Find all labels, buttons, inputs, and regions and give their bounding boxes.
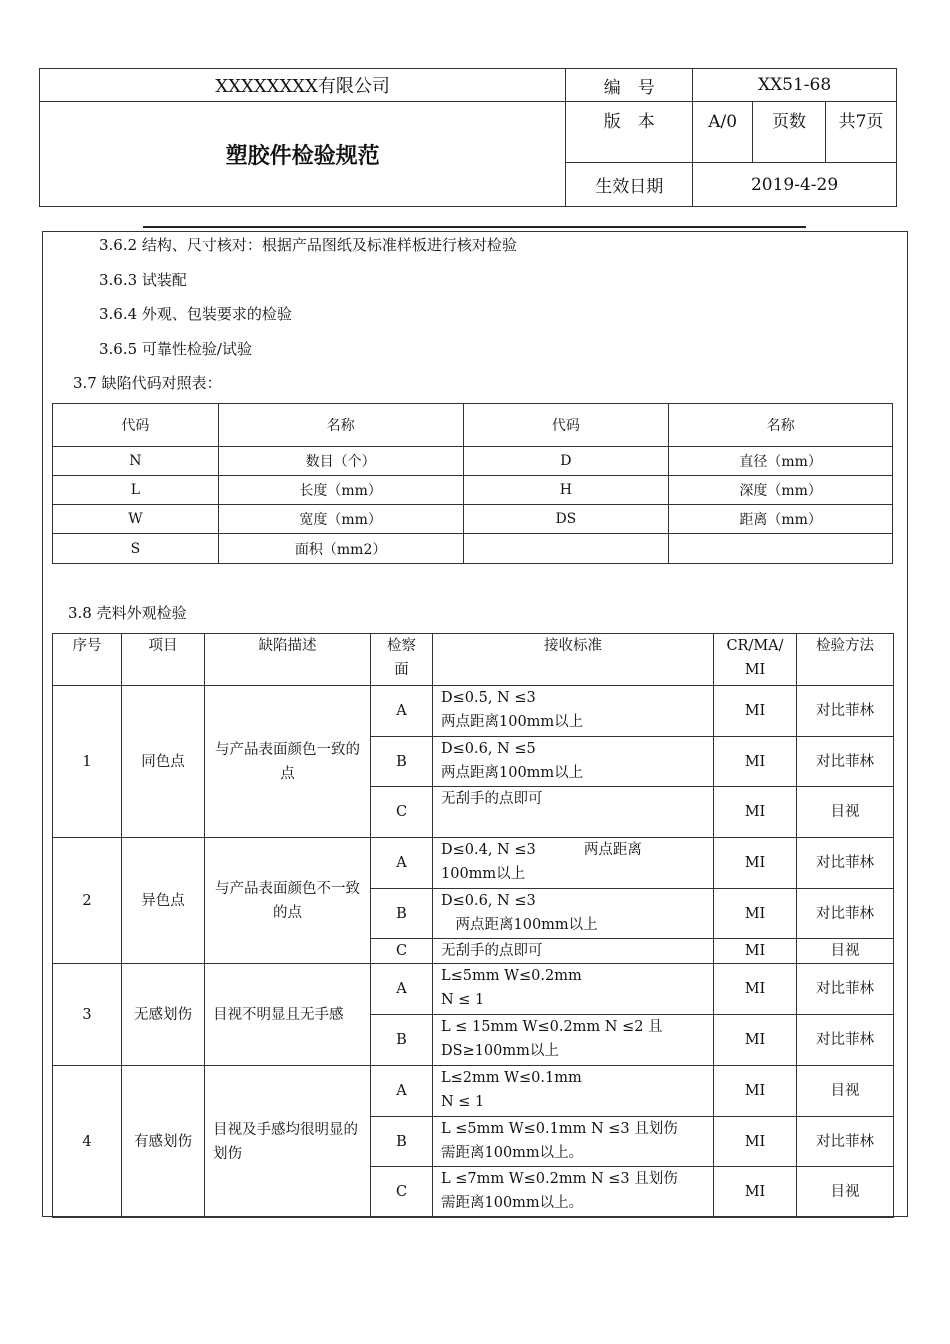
method-cell: 对比菲林 xyxy=(797,686,894,737)
code-cell: D xyxy=(463,447,669,476)
face-cell: A xyxy=(371,838,433,889)
method-cell: 目视 xyxy=(797,787,894,838)
level-cell: MI xyxy=(714,1117,797,1167)
code-cell: S xyxy=(53,534,219,564)
name-cell: 长度（mm） xyxy=(218,476,463,505)
name-cell: 距离（mm） xyxy=(669,505,893,534)
group-item: 异色点 xyxy=(122,838,205,964)
standard-line: D≤0.4, N ≤3 两点距离 xyxy=(441,842,642,858)
table-row xyxy=(53,964,894,1015)
standard-cell xyxy=(433,939,714,964)
level-cell: MI xyxy=(714,1015,797,1066)
name-cell: 直径（mm） xyxy=(669,447,893,476)
level-cell: MI xyxy=(714,737,797,787)
section-3-7: 3.7 缺陷代码对照表： xyxy=(73,374,222,392)
code-cell: DS xyxy=(463,505,669,534)
level-cell: MI xyxy=(714,964,797,1015)
code-cell: W xyxy=(53,505,219,534)
method-cell: 对比菲林 xyxy=(797,1015,894,1066)
name-cell xyxy=(669,534,893,564)
effective-date-label: 生效日期 xyxy=(566,163,693,207)
standard-line: 100mm以上 xyxy=(441,866,526,882)
standard-line: N ≤ 1 xyxy=(441,992,485,1008)
standard-cell xyxy=(433,787,714,838)
standard-line: L ≤5mm W≤0.1mm N ≤3 且划伤 xyxy=(441,1121,678,1137)
group-item: 有感划伤 xyxy=(122,1066,205,1218)
face-cell: C xyxy=(371,1167,433,1218)
standard-line: 需距离100mm以上。 xyxy=(441,1195,584,1211)
standard-cell xyxy=(433,964,714,1015)
group-no: 4 xyxy=(53,1066,122,1218)
header-item: 项目 xyxy=(122,634,205,686)
table-row xyxy=(53,686,894,737)
name-cell: 面积（mm2） xyxy=(218,534,463,564)
company-name: XXXXXXXX有限公司 xyxy=(40,69,566,102)
group-item: 同色点 xyxy=(122,686,205,838)
group-desc: 目视及手感均很明显的划伤 xyxy=(205,1066,371,1218)
header-face: 检察面 xyxy=(371,634,433,686)
table-row xyxy=(53,838,894,889)
appearance-inspection-table xyxy=(52,633,894,1218)
group-desc: 与产品表面颜色不一致的点 xyxy=(205,838,371,964)
standard-line: D≤0.6, N ≤5 xyxy=(441,741,536,757)
standard-cell xyxy=(433,1015,714,1066)
doc-no: XX51-68 xyxy=(693,69,897,102)
method-cell: 目视 xyxy=(797,1066,894,1117)
standard-cell xyxy=(433,1117,714,1167)
face-cell: C xyxy=(371,787,433,838)
standard-line: 无刮手的点即可 xyxy=(441,791,543,807)
header-method: 检验方法 xyxy=(797,634,894,686)
face-cell: B xyxy=(371,737,433,787)
document-header xyxy=(39,68,897,207)
group-no: 1 xyxy=(53,686,122,838)
group-desc: 与产品表面颜色一致的点 xyxy=(205,686,371,838)
standard-cell xyxy=(433,686,714,737)
header-no: 序号 xyxy=(53,634,122,686)
code-cell: N xyxy=(53,447,219,476)
standard-line: L ≤7mm W≤0.2mm N ≤3 且划伤 xyxy=(441,1171,678,1187)
section-3-8: 3.8 壳料外观检验 xyxy=(68,604,187,622)
name-cell: 数目（个） xyxy=(218,447,463,476)
pages-label: 页数 xyxy=(753,102,826,163)
section-3-6-2: 3.6.2 结构、尺寸核对：根据产品图纸及标准样板进行核对检验 xyxy=(99,236,517,254)
standard-line: 两点距离100mm以上 xyxy=(441,714,584,730)
level-cell: MI xyxy=(714,787,797,838)
group-item: 无感划伤 xyxy=(122,964,205,1066)
table-row xyxy=(53,534,893,564)
doc-no-label: 编 号 xyxy=(566,69,693,102)
method-cell: 目视 xyxy=(797,1167,894,1218)
group-no: 3 xyxy=(53,964,122,1066)
name-header-2: 名称 xyxy=(669,404,893,447)
method-cell: 目视 xyxy=(797,939,894,964)
table-row xyxy=(53,1066,894,1117)
method-cell: 对比菲林 xyxy=(797,1117,894,1167)
standard-line: 两点距离100mm以上 xyxy=(441,917,598,933)
pages-value: 共7页 xyxy=(826,102,897,163)
standard-line: 两点距离100mm以上 xyxy=(441,765,584,781)
standard-cell xyxy=(433,838,714,889)
face-cell: A xyxy=(371,1066,433,1117)
method-cell: 对比菲林 xyxy=(797,737,894,787)
method-cell: 对比菲林 xyxy=(797,889,894,939)
face-cell: B xyxy=(371,1015,433,1066)
standard-line: L ≤ 15mm W≤0.2mm N ≤2 且 xyxy=(441,1019,663,1035)
defect-code-table xyxy=(52,403,893,564)
code-cell: L xyxy=(53,476,219,505)
level-cell: MI xyxy=(714,939,797,964)
version-label: 版 本 xyxy=(566,102,693,163)
standard-line: D≤0.5, N ≤3 xyxy=(441,690,536,706)
standard-line: L≤5mm W≤0.2mm xyxy=(441,968,582,984)
effective-date: 2019-4-29 xyxy=(693,163,897,207)
level-cell: MI xyxy=(714,1167,797,1218)
face-cell: A xyxy=(371,964,433,1015)
standard-cell xyxy=(433,1167,714,1218)
face-cell: A xyxy=(371,686,433,737)
method-cell: 对比菲林 xyxy=(797,838,894,889)
name-cell: 宽度（mm） xyxy=(218,505,463,534)
header-divider xyxy=(143,226,806,228)
name-header-1: 名称 xyxy=(218,404,463,447)
standard-cell xyxy=(433,1066,714,1117)
standard-line: D≤0.6, N ≤3 xyxy=(441,893,536,909)
header-desc: 缺陷描述 xyxy=(205,634,371,686)
section-3-6-5: 3.6.5 可靠性检验/试验 xyxy=(99,340,252,358)
version-value: A/0 xyxy=(693,102,753,163)
document-title: 塑胶件检验规范 xyxy=(40,102,566,207)
level-cell: MI xyxy=(714,686,797,737)
code-cell: H xyxy=(463,476,669,505)
table-row xyxy=(53,505,893,534)
level-cell: MI xyxy=(714,889,797,939)
face-cell: C xyxy=(371,939,433,964)
name-cell: 深度（mm） xyxy=(669,476,893,505)
face-cell: B xyxy=(371,889,433,939)
standard-line: 需距离100mm以上。 xyxy=(441,1145,584,1161)
standard-line: N ≤ 1 xyxy=(441,1094,485,1110)
group-no: 2 xyxy=(53,838,122,964)
table-row xyxy=(53,476,893,505)
method-cell: 对比菲林 xyxy=(797,964,894,1015)
standard-line: 无刮手的点即可 xyxy=(441,943,543,959)
standard-cell xyxy=(433,737,714,787)
level-cell: MI xyxy=(714,1066,797,1117)
code-header-1: 代码 xyxy=(53,404,219,447)
standard-line: L≤2mm W≤0.1mm xyxy=(441,1070,582,1086)
table-row xyxy=(53,447,893,476)
group-desc: 目视不明显且无手感 xyxy=(205,964,371,1066)
section-3-6-4: 3.6.4 外观、包装要求的检验 xyxy=(99,305,292,323)
level-cell: MI xyxy=(714,838,797,889)
standard-line: DS≥100mm以上 xyxy=(441,1043,559,1059)
header-level: CR/MA/MI xyxy=(714,634,797,686)
code-cell xyxy=(463,534,669,564)
section-3-6-3: 3.6.3 试装配 xyxy=(99,271,187,289)
face-cell: B xyxy=(371,1117,433,1167)
code-header-2: 代码 xyxy=(463,404,669,447)
standard-cell xyxy=(433,889,714,939)
header-standard: 接收标准 xyxy=(433,634,714,686)
